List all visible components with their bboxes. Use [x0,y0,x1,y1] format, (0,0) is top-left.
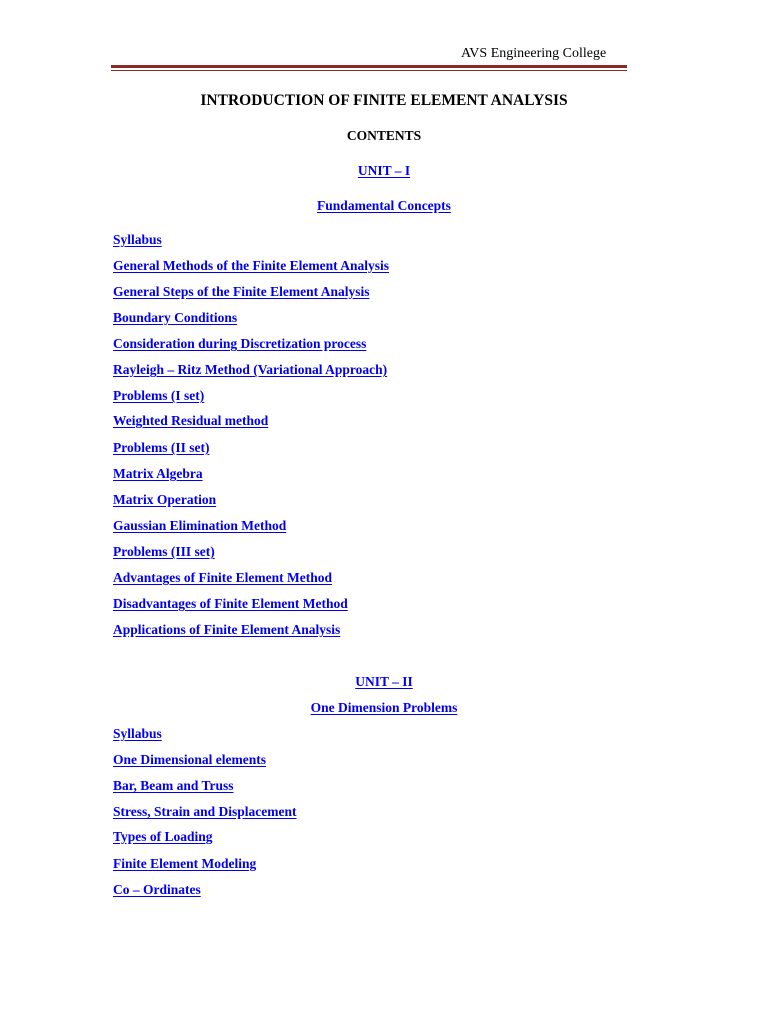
toc-entry-co-ordinates[interactable]: Co – Ordinates [113,882,201,897]
college-name-header: AVS Engineering College [461,46,607,61]
toc-entry-applications[interactable]: Applications of Finite Element Analysis [113,622,341,637]
toc-entry-disadvantages[interactable]: Disadvantages of Finite Element Method [113,596,348,611]
unit-2-link[interactable]: UNIT – II [355,674,413,689]
toc-entry-general-methods[interactable]: General Methods of the Finite Element Analysis [113,258,389,273]
unit-2-subtitle-link[interactable]: One Dimension Problems [310,700,458,715]
toc-entry-unit2-syllabus[interactable]: Syllabus [113,726,162,741]
toc-entry-advantages[interactable]: Advantages of Finite Element Method [113,570,332,585]
toc-entry-discretization[interactable]: Consideration during Discretization process [113,336,367,351]
toc-entry-syllabus[interactable]: Syllabus [113,232,162,247]
toc-entry-problems-3[interactable]: Problems (III set) [113,544,215,559]
toc-entry-rayleigh-ritz[interactable]: Rayleigh – Ritz Method (Variational Approach) [113,362,388,377]
toc-entry-stress-strain[interactable]: Stress, Strain and Displacement [113,804,297,819]
toc-entry-general-steps[interactable]: General Steps of the Finite Element Analysis [113,284,370,299]
header-rule-thin [111,70,627,71]
toc-entry-bar-beam-truss[interactable]: Bar, Beam and Truss [113,778,234,793]
toc-entry-matrix-operation[interactable]: Matrix Operation [113,492,217,507]
toc-entry-boundary-conditions[interactable]: Boundary Conditions [113,310,238,325]
toc-entry-gaussian-elimination[interactable]: Gaussian Elimination Method [113,518,287,533]
toc-entry-problems-1[interactable]: Problems (I set) [113,388,205,403]
toc-entry-matrix-algebra[interactable]: Matrix Algebra [113,466,203,481]
header-rule-thick [111,65,627,68]
toc-entry-fe-modeling[interactable]: Finite Element Modeling [113,856,257,871]
unit-1-link[interactable]: UNIT – I [357,163,411,178]
unit-1-subtitle-link[interactable]: Fundamental Concepts [317,198,451,213]
toc-entry-weighted-residual[interactable]: Weighted Residual method [113,413,269,428]
document-title: INTRODUCTION OF FINITE ELEMENT ANALYSIS [200,92,568,109]
toc-entry-types-of-loading[interactable]: Types of Loading [113,829,213,844]
contents-heading: CONTENTS [346,128,422,143]
toc-entry-problems-2[interactable]: Problems (II set) [113,440,210,455]
toc-entry-one-dimensional-elements[interactable]: One Dimensional elements [113,752,266,767]
